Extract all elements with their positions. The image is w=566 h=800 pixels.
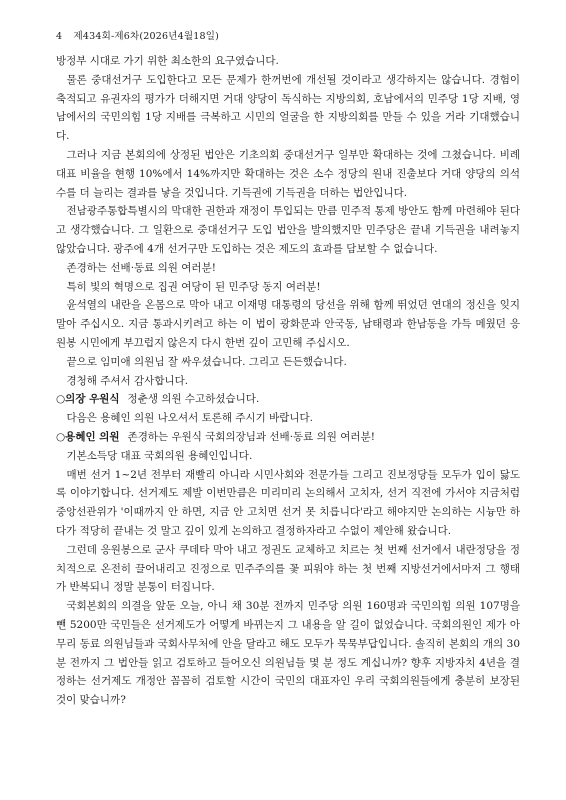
paragraph: 국회본회의 의결을 앞둔 오늘, 아니 채 30분 전까지 민주당 의원 160명과 국민의힘 의원 107명을 뺀 5200만 국민들은 선거제도가 어떻게 바뀌는지 그 내용을 알 길이 없었습니다. 국회의원인 제가 아무리 동료 의원님들과 국회사무처에 안을 달라고 해도 모두가 묵묵부답입니다. 솔직히 본회의 개의 30분 전까지 그 법안들 읽고 검토하고 들어오신 의원님들 몇 분 정도 계십니까? 향후 지방자치 4년을 결정하는 선거제도 개정안 꼼꼼히 검토할 시간이 국민의 대표자인 우리 국회의원들에게 충분히 보장된 것이 맞습니까? (56, 600, 520, 707)
speaker-line-chair (56, 390, 520, 409)
paragraph: 존경하는 선배·동료 의원 여러분! (66, 261, 216, 274)
paragraph: 특히 빛의 혁명으로 집권 여당이 된 민주당 동지 여러분! (66, 280, 321, 293)
page-header (56, 30, 520, 44)
paragraph: 물론 중대선거구 도입한다고 모든 문제가 한꺼번에 개선될 것이라고 생각하지는 않습니다. 경험이 축적되고 유권자의 평가가 더해지면 거대 양당이 독식하는 지방의회, 호남에서의 민주당 1당 지배, 영남에서의 국민의힘 1당 지배를 극복하고 시민의 얼굴을 한 지방의회를 만들 수 있을 거라 기대했습니다. (56, 73, 520, 143)
paragraph: 경청해 주셔서 감사합니다. (66, 374, 189, 387)
speaker-line-member (56, 428, 520, 447)
speaker-role: 용혜인 의원 (65, 430, 120, 443)
speaker-mark: ○ (56, 393, 66, 406)
paragraph: 매번 선거 1~2년 전부터 재빨리 아니라 시민사회와 전문가들 그리고 진보정당들 모두가 입이 닳도록 이야기합니다. 선거제도 제발 이번만큼은 미리미리 논의해서 고치자, 선거 직전에 가서야 지금처럼 중앙선관위가 '이때까지 안 하면, 지금 안 고치면 선거 못 치릅니다'라고 해야지만 논의하는 시늉만 하다가 적당히 끝내는 것 말고 깊이 있게 논의하고 결정하자라고 수없이 제안해 왔습니다. (56, 468, 520, 537)
speaker-role: 의장 우원식 (65, 393, 120, 406)
document-page (56, 30, 520, 710)
speaker-mark: ○ (56, 430, 66, 443)
paragraph: 그러나 지금 본회의에 상정된 법안은 기초의회 중대선거구 일부만 확대하는 것에 그쳤습니다. 비례대표 비율을 현행 10%에서 14%까지만 확대하는 것은 소수 정당의 원내 진출보다 거대 양당의 의석수를 더 늘리는 결과를 낳을 것입니다. 기득권에 기득권을 더하는 법안입니다. (56, 148, 520, 199)
paragraph: 방정부 시대로 가기 위한 최소한의 요구였습니다. (56, 55, 279, 67)
speaker-text: 존경하는 우원식 국회의장님과 선배·동료 의원 여러분! (127, 430, 375, 443)
paragraph: 기본소득당 대표 국회의원 용혜인입니다. (66, 449, 253, 462)
paragraph: 끝으로 임미애 의원님 잘 싸우셨습니다. 그리고 든든했습니다. (66, 355, 347, 368)
session-info: 제434회-제6차(2026년4월18일) (73, 31, 220, 42)
paragraph: 윤석열의 내란을 온몸으로 막아 내고 이재명 대통령의 당선을 위해 함께 뛰었던 연대의 정신을 잊지 말아 주십시오. 지금 통과시키려고 하는 이 법이 광화문과 안국동, 남태령과 한남동을 가득 메웠던 응원봉 시민에게 부끄럽지 않은지 다시 한번 깊이 고민해 주십시오. (56, 299, 520, 349)
document-body (56, 52, 520, 710)
paragraph: 전남광주통합특별시의 막대한 권한과 재정이 투입되는 만큼 민주적 통제 방안도 함께 마련해야 된다고 생각했습니다. 그 일환으로 중대선거구 도입 법안을 발의했지만 민주당은 끝내 기득권을 내려놓지 않았습니다. 광주에 4개 선거구만 도입하는 것은 제도의 효과를 담보할 수 없습니다. (56, 205, 520, 255)
speaker-text: 정춘생 의원 수고하셨습니다. (127, 393, 260, 406)
paragraph: 그런데 응원봉으로 군사 쿠데타 막아 내고 정권도 교체하고 치르는 첫 번째 선거에서 내란정당을 정치적으로 온전히 끌어내리고 진정으로 민주주의를 꽃 피워야 하는 첫 번째 지방선거에서마저 그 행태가 반복되니 정말 분통이 터집니다. (56, 543, 520, 594)
paragraph: 다음은 용혜인 의원 나오셔서 토론해 주시기 바랍니다. (66, 412, 314, 425)
page-number: 4 (56, 31, 63, 42)
